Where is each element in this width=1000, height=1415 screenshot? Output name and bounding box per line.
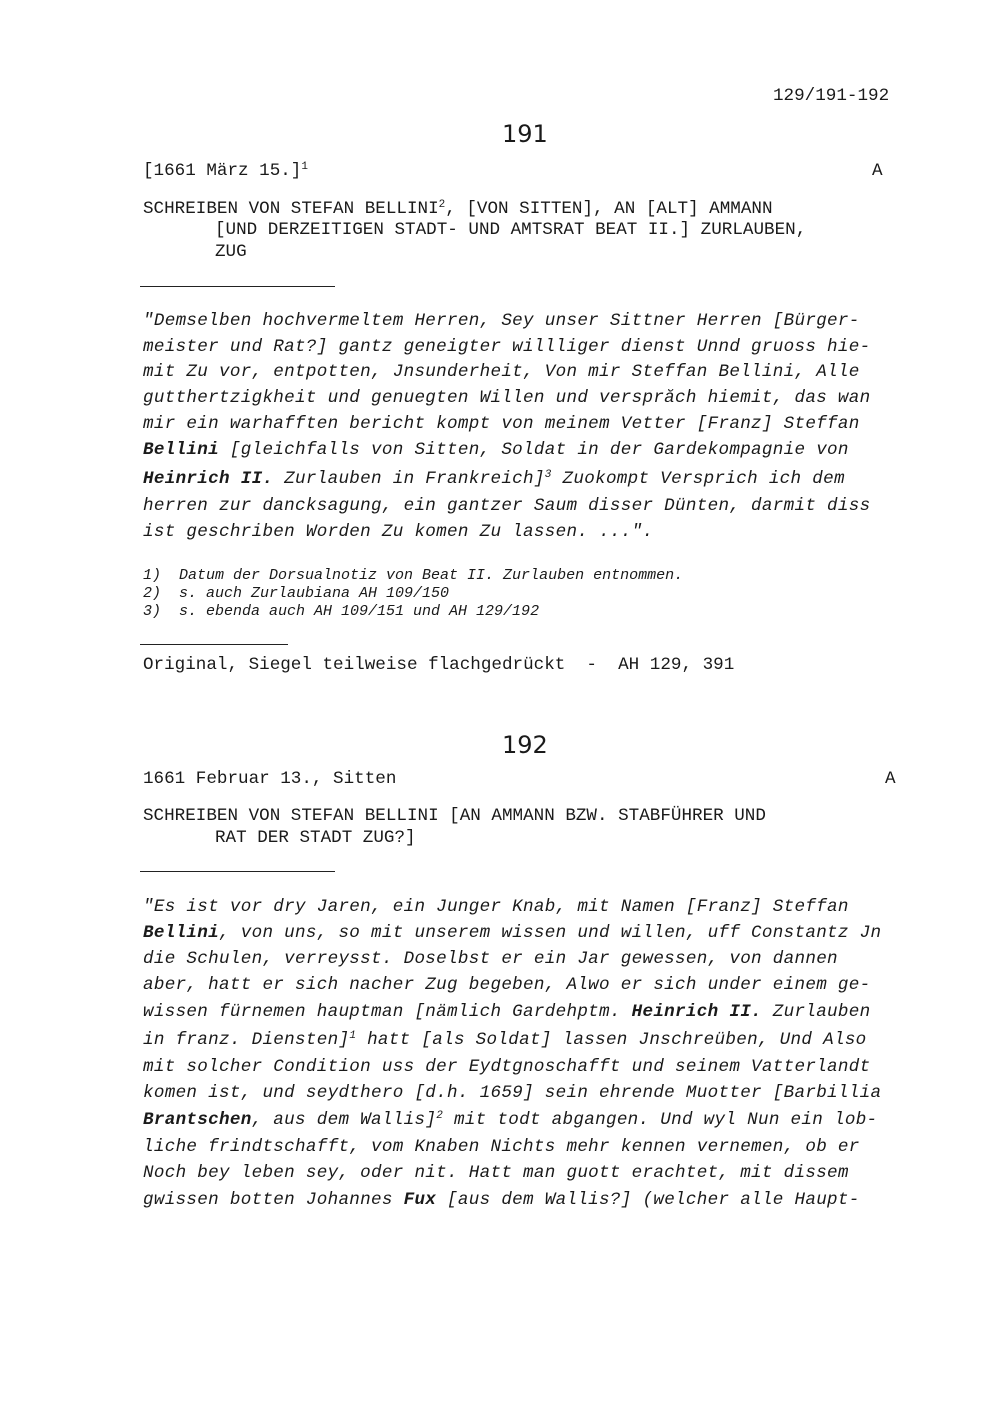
person-name: Heinrich II. — [631, 1002, 762, 1022]
document-title-191-line-3: ZUG — [215, 242, 247, 262]
person-name: Bellini — [143, 923, 220, 943]
person-name: Brantschen — [143, 1110, 252, 1130]
body-line: die Schulen, verreysst. Doselbst er ein Jar gewessen, von dannen — [143, 949, 838, 969]
text-span: [gleichfalls von Sitten, Soldat in der Gardekompagnie von — [219, 440, 849, 460]
text-span: , aus dem Wallis] — [251, 1110, 437, 1130]
body-line — [143, 469, 845, 489]
document-number-192: 192 — [502, 731, 548, 759]
text-span: gwissen botten Johannes — [143, 1190, 404, 1210]
title-text: , [VON SITTEN], AN [ALT] AMMANN — [445, 199, 773, 219]
document-title-192-line-1: SCHREIBEN VON STEFAN BELLINI [AN AMMANN BZW. STABFÜHRER UND — [143, 806, 766, 826]
page-reference: 129/191-192 — [773, 86, 890, 106]
document-number-191: 191 — [502, 120, 548, 148]
body-line — [143, 923, 881, 943]
footnote-ref: 3 — [544, 469, 552, 481]
document-title-191-line-2: [UND DERZEITIGEN STADT- UND AMTSRAT BEAT II.] ZURLAUBEN, — [215, 220, 807, 240]
document-type-letter-191: A — [872, 161, 883, 181]
title-text: SCHREIBEN VON STEFAN BELLINI — [143, 199, 439, 219]
body-line: "Es ist vor dry Jaren, ein Junger Knab, mit Namen [Franz] Steffan — [143, 897, 849, 917]
footnote-ref: 1 — [301, 161, 308, 173]
separator-rule — [140, 644, 288, 645]
footnote-ref: 1 — [349, 1030, 357, 1042]
body-line — [143, 1002, 871, 1022]
footnote-ref: 2 — [438, 199, 446, 211]
body-line: mir ein warhafften bericht kompt von meinem Vetter [Franz] Steffan — [143, 414, 860, 434]
body-line — [143, 1190, 860, 1210]
body-line: herren zur dancksagung, ein gantzer Saum disser Dünten, darmit diss — [143, 496, 871, 516]
text-span: mit todt abgangen. Und wyl Nun ein lob- — [443, 1110, 878, 1130]
body-line — [143, 1030, 867, 1050]
body-line: aber, hatt er sich nacher Zug begeben, Alwo er sich under einem ge- — [143, 975, 871, 995]
body-line: mit solcher Condition uss der Eydtgnoschafft und seinem Vatterlandt — [143, 1057, 871, 1077]
person-name: Fux — [403, 1190, 437, 1210]
footnote-3: 3) s. ebenda auch AH 109/151 und AH 129/192 — [143, 603, 540, 620]
document-type-letter-192: A — [885, 769, 896, 789]
document-date-192: 1661 Februar 13., Sitten — [143, 769, 397, 789]
body-line: gutthertzigkheit und genuegten Willen und versprăch hiemit, das wan — [143, 388, 871, 408]
document-title-191-line-1 — [143, 199, 773, 219]
body-line: ist geschriben Worden Zu komen Zu lassen. ...". — [143, 522, 654, 542]
source-note-191: Original, Siegel teilweise flachgedrückt - AH 129, 391 — [143, 655, 735, 675]
footnote-1: 1) Datum der Dorsualnotiz von Beat II. Zurlauben entnommen. — [143, 567, 684, 584]
separator-rule — [140, 871, 335, 872]
text-span: [aus dem Wallis?] (welcher alle Haupt- — [436, 1190, 860, 1210]
separator-rule — [140, 286, 335, 287]
text-span: hatt [als Soldat] lassen Jnschreüben, Und Also — [356, 1030, 867, 1050]
body-line — [143, 440, 849, 460]
text-span: in franz. Diensten] — [143, 1030, 350, 1050]
footnote-ref: 2 — [436, 1110, 444, 1122]
text-span: Zurlauben in Frankreich] — [273, 469, 545, 489]
person-name: Heinrich II. — [143, 469, 274, 489]
text-span: , von uns, so mit unserem wissen und willen, uff Constantz Jn — [219, 923, 882, 943]
body-line: mit Zu vor, entpotten, Jnsunderheit, Von mir Steffan Bellini, Alle — [143, 362, 860, 382]
text-span: Zurlauben — [761, 1002, 871, 1022]
body-line: liche frindtschafft, vom Knaben Nichts mehr kennen vernemen, ob er — [143, 1137, 860, 1157]
text-span: wissen fürnemen hauptman [nämlich Gardehptm. — [143, 1002, 632, 1022]
text-span: Zuokompt Versprich ich dem — [551, 469, 845, 489]
person-name: Bellini — [143, 440, 220, 460]
body-line: meister und Rat?] gantz geneigter willliger dienst Unnd gruoss hie- — [143, 337, 871, 357]
document-title-192-line-2: RAT DER STADT ZUG?] — [215, 828, 416, 848]
body-line: komen ist, und seydthero [d.h. 1659] sein ehrende Muotter [Barbillia — [143, 1083, 882, 1103]
date-text: [1661 März 15.] — [143, 161, 302, 181]
body-line: Noch bey leben sey, oder nit. Hatt man guott erachtet, mit dissem — [143, 1163, 849, 1183]
body-line: "Demselben hochvermeltem Herren, Sey unser Sittner Herren [Bürger- — [143, 311, 860, 331]
document-date-191 — [143, 161, 308, 181]
body-line — [143, 1110, 877, 1130]
footnote-2: 2) s. auch Zurlaubiana AH 109/150 — [143, 585, 450, 602]
